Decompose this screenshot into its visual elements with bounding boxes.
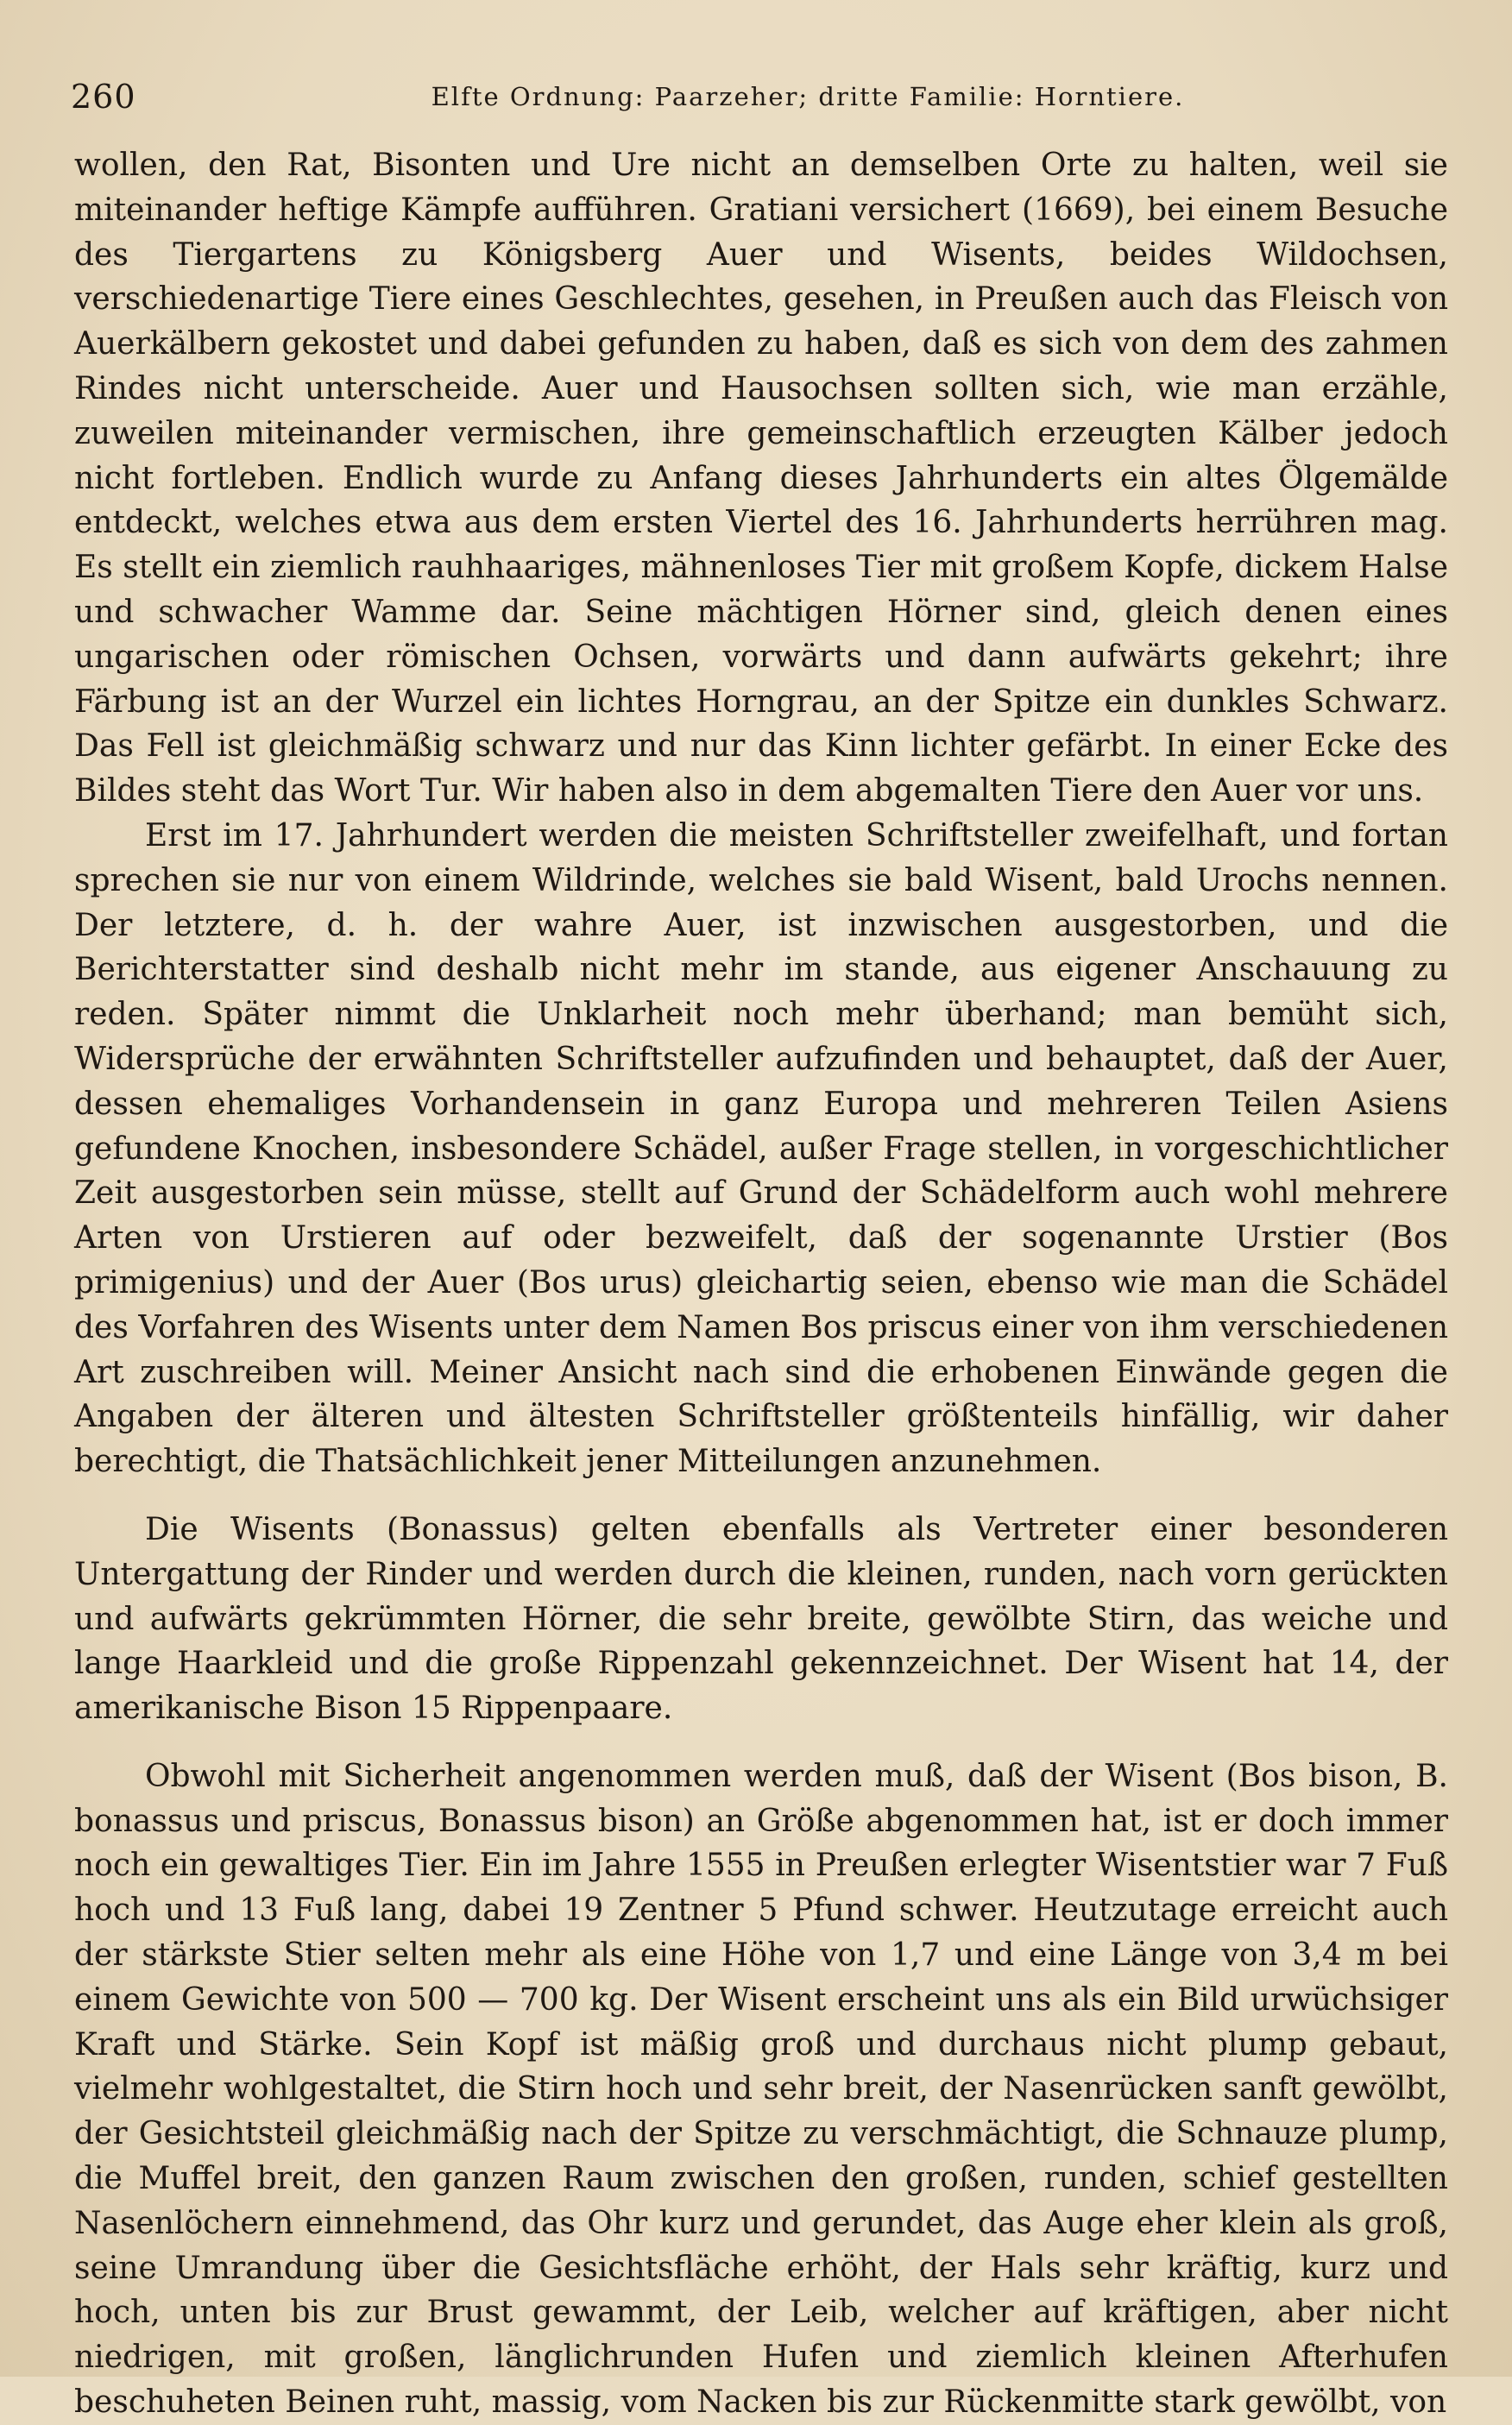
page-header bbox=[71, 76, 1441, 117]
paragraph-2: Erst im 17. Jahrhundert werden die meisten Schriftsteller zweifelhaft, und fortan sprechen sie nur von einem Wildrinde, welches sie bald Wisent, bald Urochs nennen. Der letztere, d. h. der wahre Auer, ist inzwischen ausgestorben, und die Berichterstatter sind deshalb nicht mehr im stande, aus eigener Anschauung zu reden. Später nimmt die Unklarheit noch mehr überhand; man bemüht sich, Widersprüche der erwähnten Schriftsteller aufzufinden und behauptet, daß der Auer, dessen ehemaliges Vorhandensein in ganz Europa und mehreren Teilen Asiens gefundene Knochen, insbesondere Schädel, außer Frage stellen, in vorgeschichtlicher Zeit ausgestorben sein müsse, stellt auf Grund der Schädelform auch wohl mehrere Arten von Urstieren auf oder bezweifelt, daß der sogenannte Urstier (Bos primigenius) und der Auer (Bos urus) gleichartig seien, ebenso wie man die Schädel des Vorfahren des Wisents unter dem Namen Bos priscus einer von ihm verschiedenen Art zuschreiben will. Meiner Ansicht nach sind die erhobenen Einwände gegen die Angaben der älteren und ältesten Schriftsteller größtenteils hinfällig, wir daher berechtigt, die Thatsächlichkeit jener Mitteilungen anzunehmen. bbox=[74, 817, 1448, 1480]
paragraph-3: Die Wisents (Bonassus) gelten ebenfalls als Vertreter einer besonderen Untergattung der Rinder und werden durch die kleinen, runden, nach vorn gerückten und aufwärts gekrümmten Hörner, die sehr breite, gewölbte Stirn, das weiche und lange Haarkleid und die große Rippenzahl gekennzeichnet. Der Wisent hat 14, der amerikanische Bison 15 Rippenpaare. bbox=[74, 1511, 1448, 1727]
running-head: Elfte Ordnung: Paarzeher; dritte Familie: Horntiere. bbox=[431, 82, 1185, 111]
page-number: 260 bbox=[71, 78, 136, 116]
body-text bbox=[74, 143, 1448, 2425]
paragraph-4: Obwohl mit Sicherheit angenommen werden muß, daß der Wisent (Bos bison, B. bonassus und priscus, Bonassus bison) an Größe abgenommen hat, ist er doch immer noch ein gewaltiges Tier. Ein im Jahre 1555 in Preußen erlegter Wisentstier war 7 Fuß hoch und 13 Fuß lang, dabei 19 Zentner 5 Pfund schwer. Heutzutage erreicht auch der stärkste Stier selten mehr als eine Höhe von 1,7 und eine Länge von 3,4 m bei einem Gewichte von 500 — 700 kg. Der Wisent erscheint uns als ein Bild urwüchsiger Kraft und Stärke. Sein Kopf ist mäßig groß und durchaus nicht plump gebaut, vielmehr wohlgestaltet, die Stirn hoch und sehr breit, der Nasenrücken sanft gewölbt, der Gesichtsteil gleichmäßig nach der Spitze zu verschmächtigt, die Schnauze plump, die Muffel breit, den ganzen Raum zwischen den großen, runden, schief gestellten Nasenlöchern einnehmend, das Ohr kurz und gerundet, das Auge eher klein als groß, seine Umrandung über die Gesichtsfläche erhöht, der Hals sehr kräftig, kurz und hoch, unten bis zur Brust gewammt, der Leib, welcher auf kräftigen, aber nicht niedrigen, mit großen, länglichrunden Hufen und ziemlich kleinen Afterhufen beschuheten Beinen ruht, massig, vom Nacken bis zur Rückenmitte stark gewölbt, von bbox=[74, 1758, 1448, 2421]
paragraph-1: wollen, den Rat, Bisonten und Ure nicht an demselben Orte zu halten, weil sie miteinander heftige Kämpfe aufführen. Gratiani versichert (1669), bei einem Besuche des Tiergartens zu Königsberg Auer und Wisents, beides Wildochsen, verschiedenartige Tiere eines Geschlechtes, gesehen, in Preußen auch das Fleisch von Auerkälbern gekostet und dabei gefunden zu haben, daß es sich von dem des zahmen Rindes nicht unterscheide. Auer und Hausochsen sollten sich, wie man erzähle, zuweilen miteinander vermischen, ihre gemeinschaftlich erzeugten Kälber jedoch nicht fortleben. Endlich wurde zu Anfang dieses Jahrhunderts ein altes Ölgemälde entdeckt, welches etwa aus dem ersten Viertel des 16. Jahrhunderts herrühren mag. Es stellt ein ziemlich rauhhaariges, mähnenloses Tier mit großem Kopfe, dickem Halse und schwacher Wamme dar. Seine mächtigen Hörner sind, gleich denen eines ungarischen oder römischen Ochsen, vorwärts und dann aufwärts gekehrt; ihre Färbung ist an der Wurzel ein lichtes Horngrau, an der Spitze ein dunkles Schwarz. Das Fell ist gleichmäßig schwarz und nur das Kinn lichter gefärbt. In einer Ecke des Bildes steht das Wort Tur. Wir haben also in dem abgemalten Tiere den Auer vor uns. bbox=[74, 148, 1448, 809]
